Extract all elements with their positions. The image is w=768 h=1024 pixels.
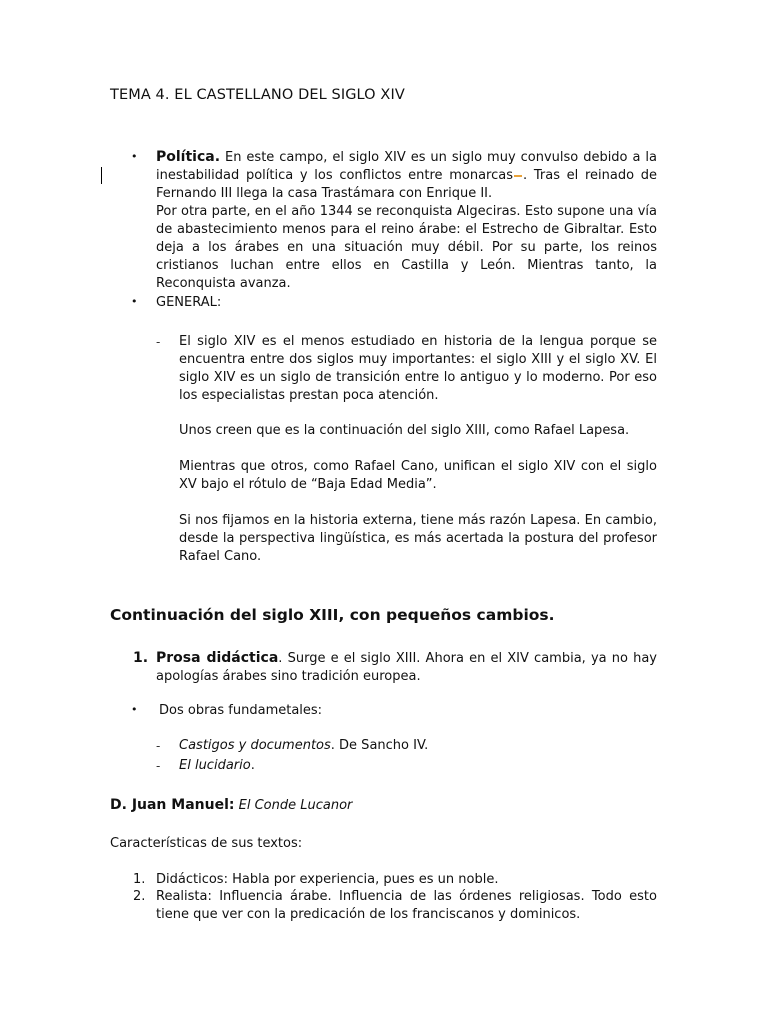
obra-1 bbox=[179, 737, 428, 755]
politica-line-1 bbox=[156, 148, 657, 167]
general-dash: - bbox=[156, 335, 161, 349]
obra-2 bbox=[179, 757, 255, 775]
juan-manuel-name: D. Juan Manuel: bbox=[110, 797, 235, 813]
obra1-rest: . De Sancho IV. bbox=[330, 738, 429, 753]
bullet-politica: • bbox=[131, 150, 138, 163]
obras-label: Dos obras fundametales: bbox=[159, 703, 323, 718]
politica-paragraph bbox=[156, 148, 657, 293]
obra2-rest: . bbox=[250, 758, 255, 773]
comment-marker bbox=[514, 175, 522, 177]
prosa-label: Prosa didáctica bbox=[156, 650, 279, 666]
section-heading-continuacion: Continuación del siglo XIII, con pequeños cambios. bbox=[110, 606, 555, 624]
juan-manuel-work: El Conde Lucanor bbox=[238, 798, 353, 813]
caracteristica-2: Realista: Influencia árabe. Influencia de las órdenes religiosas. Todo esto tiene que ver con la predicación de los franciscanos y dominicos. bbox=[156, 889, 657, 922]
caracteristicas-label: Características de sus textos: bbox=[110, 836, 303, 851]
prosa-text: . Surge e el siglo XIII. Ahora en el XIV cambia, ya no hay apologías árabes sino tradición europea. bbox=[156, 651, 658, 684]
juan-manuel-heading bbox=[110, 796, 352, 815]
bullet-general: • bbox=[131, 295, 138, 308]
politica-line-3: Fernando III llega la casa Trastámara con Enrique II. bbox=[156, 186, 493, 201]
politica-line2-text-b: . Tras el reinado de bbox=[523, 168, 658, 183]
politica-para2: Por otra parte, en el año 1344 se reconquista Algeciras. Esto supone una vía de abastecimiento menos para el reino árabe: el Estrecho de Gibraltar. Esto deja a los árabes en una situación muy débil. Por su parte, los reinos cristianos luchan entre ellos en Castilla y León. Mientras tanto, la Reconquista avanza. bbox=[156, 204, 657, 291]
general-label: GENERAL: bbox=[156, 295, 222, 310]
caracteristica-1: Didácticos: Habla por experiencia, pues es un noble. bbox=[156, 872, 499, 887]
text-cursor bbox=[101, 167, 102, 184]
obra1-title: Castigos y documentos bbox=[179, 738, 331, 753]
caracteristica-2-num: 2. bbox=[133, 889, 146, 904]
prosa-number: 1. bbox=[133, 650, 149, 666]
politica-label: Política. bbox=[156, 149, 221, 165]
general-para-2: Unos creen que es la continuación del siglo XIII, como Rafael Lapesa. bbox=[179, 423, 630, 438]
general-para-4: Si nos fijamos en la historia externa, tiene más razón Lapesa. En cambio, desde la perspectiva lingüística, es más acertada la postura del profesor Rafael Cano. bbox=[179, 513, 657, 564]
bullet-obras: • bbox=[131, 703, 138, 716]
prosa-paragraph bbox=[156, 649, 657, 686]
obra2-dash: - bbox=[156, 759, 161, 773]
politica-line2-text-a: inestabilidad política y los conflictos entre monarcas bbox=[156, 168, 514, 183]
document-title: TEMA 4. EL CASTELLANO DEL SIGLO XIV bbox=[110, 87, 405, 103]
politica-line-2 bbox=[156, 167, 657, 185]
obra2-title: El lucidario bbox=[179, 758, 251, 773]
politica-line1-text: En este campo, el siglo XIV es un siglo muy convulso debido a la bbox=[220, 150, 657, 165]
general-item-1: El siglo XIV es el menos estudiado en historia de la lengua porque se encuentra entre dos siglos muy importantes: el siglo XIII y el siglo XV. El siglo XIV es un siglo de transición entre lo antiguo y lo moderno. Por eso los especialistas prestan poca atención. bbox=[179, 334, 657, 403]
general-para-3: Mientras que otros, como Rafael Cano, unifican el siglo XIV con el siglo XV bajo el rótulo de “Baja Edad Media”. bbox=[179, 459, 657, 492]
caracteristica-1-num: 1. bbox=[133, 872, 146, 887]
obra1-dash: - bbox=[156, 739, 161, 753]
